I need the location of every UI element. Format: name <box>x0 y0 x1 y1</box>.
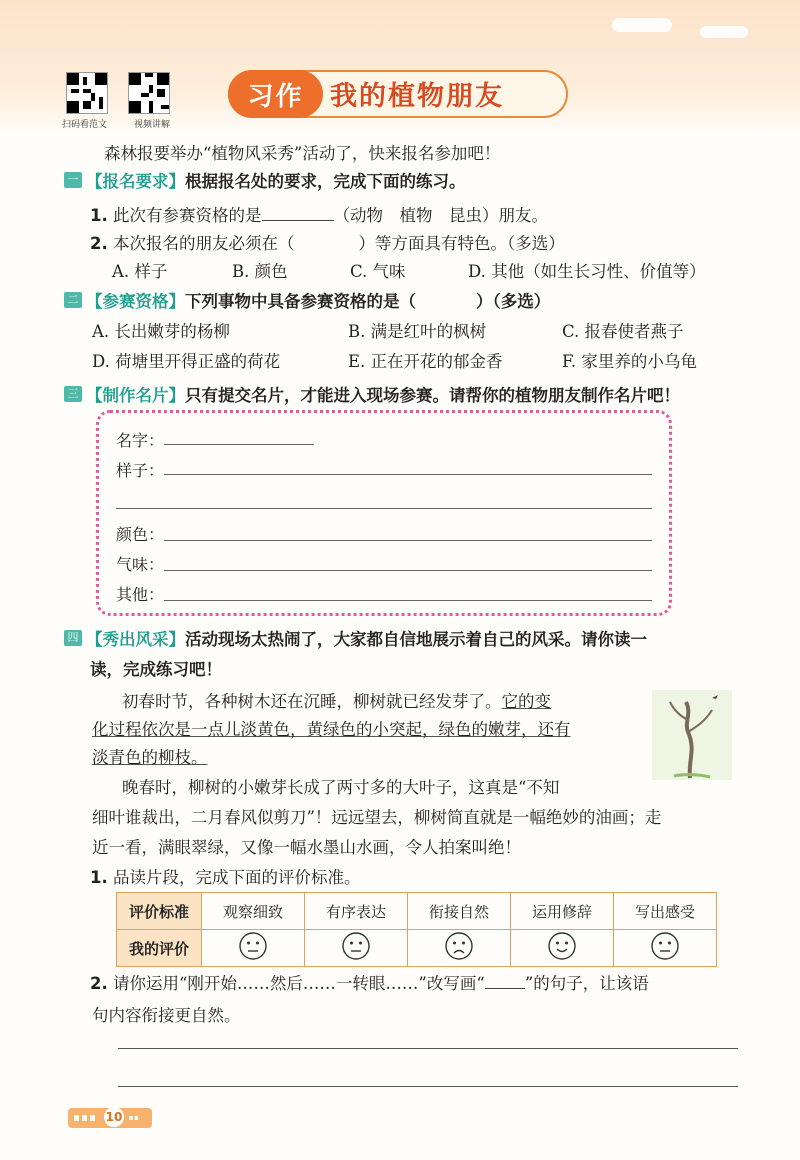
section1-heading <box>86 168 466 192</box>
qr-label-video: 视频讲解 <box>134 120 171 130</box>
section4-heading-cont: 读，完成练习吧！ <box>90 660 222 679</box>
underline-sample <box>485 974 525 989</box>
question-tail: （动物 植物 昆虫）朋友。 <box>333 206 548 225</box>
rating-cell[interactable] <box>511 930 614 967</box>
question-2 <box>90 230 565 254</box>
section-badge: 一 <box>64 172 82 188</box>
option: E. 正在开花的郁金香 <box>348 352 503 371</box>
neutral-face-icon[interactable] <box>238 931 268 961</box>
option: F. 家里养的小乌龟 <box>562 352 697 371</box>
question-text: 请你运用“刚开始……然后……一转眼……”改写画“ <box>113 974 485 993</box>
card-input-appearance-2[interactable] <box>116 508 652 509</box>
page-number-badge <box>68 1108 152 1128</box>
section2-heading <box>86 288 550 312</box>
question-1 <box>90 202 548 226</box>
option: B. 颜色 <box>232 262 288 281</box>
name-card <box>96 410 672 616</box>
question-number: 1. <box>90 206 108 225</box>
question-text: ”的句子，让该语 <box>524 974 649 993</box>
passage-line <box>122 688 551 712</box>
card-label-smell: 气味： <box>116 555 165 574</box>
rating-cell[interactable] <box>614 930 717 967</box>
section3-heading <box>86 382 680 406</box>
criterion: 有序表达 <box>305 893 408 930</box>
qr-code-example[interactable] <box>66 72 108 114</box>
underlined-text: 化过程依次是一点儿淡黄色，黄绿色的小突起，绿色的嫩芽，还有 <box>92 720 571 739</box>
decoration-icon <box>72 1113 102 1123</box>
option: D. 其他（如生长习性、价值等） <box>468 262 706 281</box>
underlined-text: 它的变 <box>501 692 551 711</box>
question-tail: ）等方面具有特色。（多选） <box>358 234 565 253</box>
option: C. 气味 <box>350 262 406 281</box>
neutral-face-icon[interactable] <box>341 931 371 961</box>
qr-icon <box>129 73 169 113</box>
section4-heading <box>86 626 647 650</box>
card-input-smell[interactable] <box>164 570 652 571</box>
section-instruction: 活动现场太热闹了，大家都自信地展示着自己的风采。请你读一 <box>185 630 647 649</box>
question-text: 此次有参赛资格的是 <box>113 206 262 225</box>
section-instruction: 下列事物中具备参赛资格的是（ <box>185 292 416 311</box>
happy-face-icon[interactable] <box>547 931 577 961</box>
page-number: 10 <box>104 1107 124 1127</box>
question-2 <box>90 970 649 994</box>
neutral-face-icon[interactable] <box>650 931 680 961</box>
qr-label-example: 扫码看范文 <box>62 120 108 130</box>
section-badge: 二 <box>64 292 82 308</box>
qr-icon <box>67 73 107 113</box>
table-row <box>117 893 717 930</box>
option: C. 报春使者燕子 <box>562 322 684 341</box>
section-tag: 【秀出风采】 <box>86 630 185 649</box>
passage-line: 晚春时，柳树的小嫩芽长成了两寸多的大叶子，这真是“不知 <box>122 778 560 797</box>
section-tag: 【报名要求】 <box>86 172 185 191</box>
card-input-appearance[interactable] <box>164 474 652 475</box>
section-tail: ）（多选） <box>476 292 551 311</box>
cloud-decoration <box>612 18 672 32</box>
card-input-name[interactable] <box>164 444 314 445</box>
answer-line[interactable] <box>118 1086 738 1087</box>
intro-text: 森林报要举办“植物风采秀”活动了，快来报名参加吧！ <box>104 144 501 163</box>
card-input-other[interactable] <box>164 600 652 601</box>
sad-face-icon[interactable] <box>444 931 474 961</box>
rating-cell[interactable] <box>305 930 408 967</box>
option: A. 样子 <box>112 262 168 281</box>
card-input-color[interactable] <box>164 540 652 541</box>
option: D. 荷塘里开得正盛的荷花 <box>92 352 281 371</box>
option: A. 长出嫩芽的杨柳 <box>92 322 230 341</box>
criterion: 写出感受 <box>614 893 717 930</box>
section-badge: 四 <box>64 630 82 646</box>
criterion: 衔接自然 <box>408 893 511 930</box>
question-number: 1. <box>90 868 108 887</box>
card-label-name: 名字： <box>116 431 165 450</box>
card-label-other: 其他： <box>116 585 165 604</box>
option: B. 满是红叶的枫树 <box>348 322 487 341</box>
question-2-cont: 句内容衔接更自然。 <box>92 1006 241 1025</box>
title-tag: 习作 <box>228 70 323 118</box>
passage-line: 近一看，满眼翠绿，又像一幅水墨山水画，令人拍案叫绝！ <box>92 838 521 857</box>
cloud-decoration <box>700 26 748 38</box>
evaluation-table <box>116 892 717 967</box>
rating-cell[interactable] <box>202 930 305 967</box>
row-header: 评价标准 <box>117 893 202 930</box>
page-title: 我的植物朋友 <box>330 81 504 112</box>
section-tag: 【参赛资格】 <box>86 292 185 311</box>
criterion: 观察细致 <box>202 893 305 930</box>
underlined-text: 淡青色的柳枝。 <box>92 748 208 767</box>
table-row <box>117 930 717 967</box>
answer-blank[interactable] <box>262 206 334 221</box>
answer-line[interactable] <box>118 1048 738 1049</box>
rating-cell[interactable] <box>408 930 511 967</box>
question-text: 品读片段，完成下面的评价标准。 <box>113 868 361 887</box>
section-tag: 【制作名片】 <box>86 386 185 405</box>
passage-line: 细叶谁裁出，二月春风似剪刀”！远远望去，柳树简直就是一幅绝妙的油画；走 <box>92 808 662 827</box>
card-label-color: 颜色： <box>116 525 165 544</box>
question-number: 2. <box>90 974 108 993</box>
question-1 <box>90 864 361 888</box>
card-label-appearance: 样子： <box>116 461 165 480</box>
section-instruction: 只有提交名片，才能进入现场参赛。请帮你的植物朋友制作名片吧！ <box>185 386 680 405</box>
question-number: 2. <box>90 234 108 253</box>
section-badge: 三 <box>64 386 82 402</box>
willow-tree-illustration <box>652 690 732 780</box>
qr-code-video[interactable] <box>128 72 170 114</box>
row-header: 我的评价 <box>117 930 202 967</box>
passage-text: 初春时节，各种树木还在沉睡，柳树就已经发芽了。 <box>122 692 502 711</box>
section-instruction: 根据报名处的要求，完成下面的练习。 <box>185 172 466 191</box>
decoration-icon <box>128 1113 148 1123</box>
criterion: 运用修辞 <box>511 893 614 930</box>
question-text: 本次报名的朋友必须在（ <box>113 234 295 253</box>
